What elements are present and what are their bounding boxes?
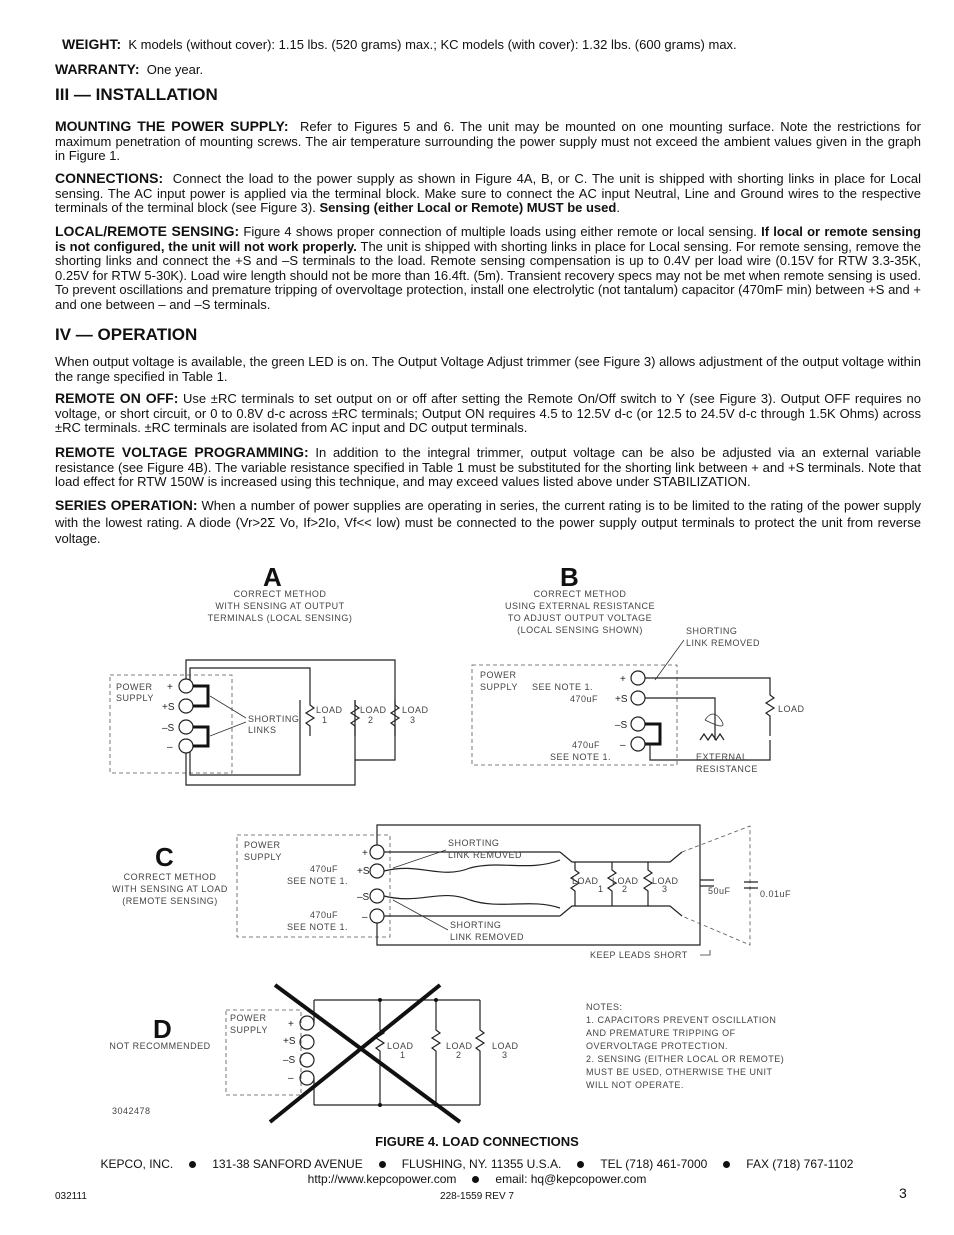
weight-paragraph [62,37,928,53]
series-label: SERIES OPERATION: [55,497,198,513]
figure-c-cap-bottom: 470uF [310,910,339,920]
page-number: 3 [899,1185,907,1201]
remote-programming-label: REMOTE VOLTAGE PROGRAMMING: [55,444,309,460]
figure-b [472,562,805,774]
figure-a-desc-1: CORRECT METHOD [233,589,327,599]
figure-c-term-plus-s: +S [357,866,370,877]
figure-c-desc-3: (REMOTE SENSING) [122,896,218,906]
figure-notes [586,1002,784,1090]
figure-c-term-plus: + [362,848,368,859]
notes-line-3: OVERVOLTAGE PROTECTION. [586,1041,729,1051]
figure-c-term-minus: – [362,912,368,923]
remote-programming-text: In addition to the integral trimmer, output voltage can be also be adjusted via an external variable resistance (see Figure 4B). The variable resistance specified in Table 1 must be substituted for the shorting link between + and +S terminals. Note that load effect for RTW 150W is increased using this technique, and may exceed values listed above under STABILIZATION. [55,445,921,489]
bullet-icon [577,1161,584,1168]
figure-a-load-3: LOAD [402,705,429,715]
figure-c-keep-short: KEEP LEADS SHORT [590,950,688,960]
figure-d-power: POWER [230,1013,267,1023]
figure-c-power: POWER [244,840,281,850]
figure-b-cap-bottom: 470uF [572,740,601,750]
figure-b-desc-1: CORRECT METHOD [533,589,627,599]
figure-c-cap-top: 470uF [310,864,339,874]
figure-b-see-note-bottom: SEE NOTE 1. [550,752,612,762]
notes-line-0: NOTES: [586,1002,623,1012]
series-paragraph [55,497,921,548]
footer-doc-number: 228-1559 REV 7 [440,1191,514,1202]
figure-d-letter: D [153,1014,172,1044]
figure-d-term-minus-s: –S [283,1055,296,1066]
notes-line-4: 2. SENSING (EITHER LOCAL OR REMOTE) [586,1054,785,1064]
figure-d-term-minus: – [288,1073,294,1084]
figure-b-supply-box [472,665,677,765]
figure-d-load-1: LOAD [387,1041,414,1051]
not-recommended-x-mark [270,985,460,1122]
figure-c-term-minus-s: –S [357,892,370,903]
sensing-text-2: The unit is shipped with shorting links in place for Local sensing. For remote sensing, remove the shorting links and connect the +S and –S terminals to the load. Remote sensing compensation is up to 0.4V per load wire (0.15V for RTW 3.3-35K, 0.25V for RTW 5-30K). Load wire length should not be more than 16.4ft. (5m). Transient recovery specs may not be met when remote sensing is used. To prevent oscillations and premature tripping of overvoltage protection, install one electrolytic (not tantalum) capacitor (470mF min) between +S and + and one between – and –S terminals. [55,238,921,312]
footer-company: KEPCO, INC. [100,1157,174,1171]
notes-line-5: MUST BE USED, OTHERWISE THE UNIT [586,1067,773,1077]
figure-b-link-removed-1: SHORTING [686,626,738,636]
warranty-paragraph [55,62,921,78]
figure-b-desc-2: USING EXTERNAL RESISTANCE [504,601,656,611]
sensing-paragraph [55,224,921,312]
footer-contact-line [0,1172,954,1186]
figure-c-see-note-top: SEE NOTE 1. [287,876,349,886]
footer-date-code: 032111 [55,1191,87,1202]
notes-line-2: AND PREMATURE TRIPPING OF [586,1028,736,1038]
figure-b-term-plus-s: +S [615,694,628,705]
figure-c-desc-1: CORRECT METHOD [123,872,217,882]
connections-text: Connect the load to the power supply as shown in Figure 4A, B, or C. The unit is shipped with shorting links in place for Local sensing. The AC input power is applied via the terminal block. Make sure to connect the AC input Neutral, Line and Ground wires to the respective terminals of the terminal block (see Figure 3). [55,171,921,215]
figure-d-load-1-num: 1 [400,1050,406,1060]
figure-d-term-plus-s: +S [283,1036,296,1047]
figure-b-desc-4: (LOCAL SENSING SHOWN) [517,625,643,635]
figure-d-supply: SUPPLY [230,1025,268,1035]
figure-caption: FIGURE 4. LOAD CONNECTIONS [375,1134,579,1149]
figure-d-drawing-no: 3042478 [112,1106,151,1116]
figure-d-load-2-num: 2 [456,1050,462,1060]
sensing-text-1: Figure 4 shows proper connection of multiple loads using either remote or local sensing. [243,224,757,239]
footer-city: FLUSHING, NY. 11355 U.S.A. [401,1157,562,1171]
footer-address: 131-38 SANFORD AVENUE [212,1157,363,1171]
notes-line-1: 1. CAPACITORS PREVENT OSCILLATION [586,1015,777,1025]
figure-a-load-2: LOAD [360,705,387,715]
connections-label: CONNECTIONS: [55,170,164,186]
footer-url[interactable]: http://www.kepcopower.com [307,1172,457,1186]
figure-a-load-1-num: 1 [322,715,328,725]
figure-a [110,562,429,785]
mounting-text: Refer to Figures 5 and 6. The unit may be mounted on one mounting surface. Note the restrictions for maximum penetration of mounting screws. The air temperature surrounding the power supply must not exceed the ambient values given in the graph in Figure 1. [55,119,921,163]
figure-c-load-3: LOAD [652,876,679,886]
footer-tel: TEL (718) 461-7000 [600,1157,708,1171]
figure-d-load-3: LOAD [492,1041,519,1051]
connections-end: . [616,200,620,215]
figure-b-letter: B [560,562,579,592]
remote-programming-paragraph [55,445,921,490]
operation-heading: IV — OPERATION [55,325,198,344]
figure-c-load-2: LOAD [612,876,639,886]
figure-a-term-plus-s: +S [162,702,175,713]
figure-c [112,825,791,960]
figure-c-link-top-2: LINK REMOVED [448,850,523,860]
figure-b-cap-top: 470uF [570,694,599,704]
connections-paragraph [55,171,921,216]
sensing-label: LOCAL/REMOTE SENSING: [55,223,240,239]
weight-text: K models (without cover): 1.15 lbs. (520 grams) max.; KC models (with cover): 1.32 lbs. (600 grams) max. [128,37,737,52]
figure-c-supply: SUPPLY [244,852,282,862]
figure-a-links-2: LINKS [248,725,277,735]
footer-email[interactable]: email: hq@kepcopower.com [495,1172,647,1186]
weight-label: WEIGHT: [62,36,122,52]
remote-onoff-text: Use ±RC terminals to set output on or off after setting the Remote On/Off switch to Y (see Figure 3). Output OFF requires no voltage, or short circuit, or 0 to 0.8V d-c across ±RC terminals; Output ON requires 4.5 to 12.5V d-c (or 12.5 to 24.5V d-c through 1.5K Ohms) across ±RC terminals. ±RC terminals are isolated from AC input and DC output terminals. [55,391,922,435]
connections-bold: Sensing (either Local or Remote) MUST be used [319,200,617,215]
figure-d-term-plus: + [288,1019,294,1030]
figure-a-load-3-num: 3 [410,715,416,725]
operation-intro: When output voltage is available, the green LED is on. The Output Voltage Adjust trimmer (see Figure 3) allows adjustment of the output voltage within the range specified in Table 1. [55,354,921,384]
notes-line-6: WILL NOT OPERATE. [586,1080,684,1090]
figure-c-load-1-num: 1 [598,884,604,894]
remote-onoff-paragraph [55,391,921,436]
figure-c-desc-2: WITH SENSING AT LOAD [112,884,228,894]
figure-b-ext-res-2: RESISTANCE [696,764,758,774]
sensing-bold: If local or remote sensing is not configured, the unit will not work properly. [55,224,921,254]
figure-a-term-minus: – [167,742,173,753]
figure-d-load-2: LOAD [446,1041,473,1051]
warranty-text: One year. [146,62,204,77]
warranty-label: WARRANTY: [55,61,140,77]
figure-d-load-3-num: 3 [502,1050,508,1060]
figure-a-term-plus: + [167,682,173,693]
figure-c-link-top-1: SHORTING [448,838,500,848]
figure-d [109,985,518,1122]
series-text: When a number of power supplies are operating in series, the current rating is to be limited to the rating of the power supply with the lowest rating. A diode (Vr>2Σ Vo, If>2Io, Vf<< low) must be connected to the power supply output terminals to protect the unit from reverse voltage. [55,498,922,546]
figure-c-load-2-num: 2 [622,884,628,894]
figure-a-power: POWER [116,682,153,692]
figure-b-term-minus-s: –S [615,720,628,731]
installation-heading: III — INSTALLATION [55,85,218,104]
figure-c-load-1: LOAD [572,876,599,886]
mounting-paragraph [55,119,921,164]
figure-c-see-note-bottom: SEE NOTE 1. [287,922,349,932]
figure-c-load-3-num: 3 [662,884,668,894]
bullet-icon [379,1161,386,1168]
figure-a-letter: A [263,562,282,592]
figure-c-cap-001: 0.01uF [760,889,792,899]
figure-b-term-plus: + [620,674,626,685]
figure-c-letter: C [155,842,174,872]
figure-a-load-1: LOAD [316,705,343,715]
figure-a-term-minus-s: –S [162,723,175,734]
figure-a-links-1: SHORTING [248,714,300,724]
figure-b-link-removed-2: LINK REMOVED [686,638,761,648]
figure-d-desc: NOT RECOMMENDED [109,1041,211,1051]
figure-b-see-note-top: SEE NOTE 1. [532,682,594,692]
figure-a-supply: SUPPLY [116,693,154,703]
figure-b-supply: SUPPLY [480,682,518,692]
figure-c-cap-50: 50uF [708,886,731,896]
mounting-label: MOUNTING THE POWER SUPPLY: [55,118,289,134]
footer-fax: FAX (718) 767-1102 [746,1157,854,1171]
figure-a-desc-3: TERMINALS (LOCAL SENSING) [207,613,353,623]
figure-c-link-bottom-2: LINK REMOVED [450,932,525,942]
footer-address-line [0,1157,954,1171]
bullet-icon [189,1161,196,1168]
figure-b-load: LOAD [778,704,805,714]
bullet-icon [472,1176,479,1183]
load-connections-figure [100,560,860,1130]
figure-a-load-2-num: 2 [368,715,374,725]
figure-a-desc-2: WITH SENSING AT OUTPUT [215,601,345,611]
figure-c-link-bottom-1: SHORTING [450,920,502,930]
bullet-icon [723,1161,730,1168]
figure-b-desc-3: TO ADJUST OUTPUT VOLTAGE [507,613,653,623]
figure-b-term-minus: – [620,740,626,751]
figure-b-power: POWER [480,670,517,680]
remote-onoff-label: REMOTE ON OFF: [55,390,179,406]
figure-b-ext-res-1: EXTERNAL [696,752,748,762]
